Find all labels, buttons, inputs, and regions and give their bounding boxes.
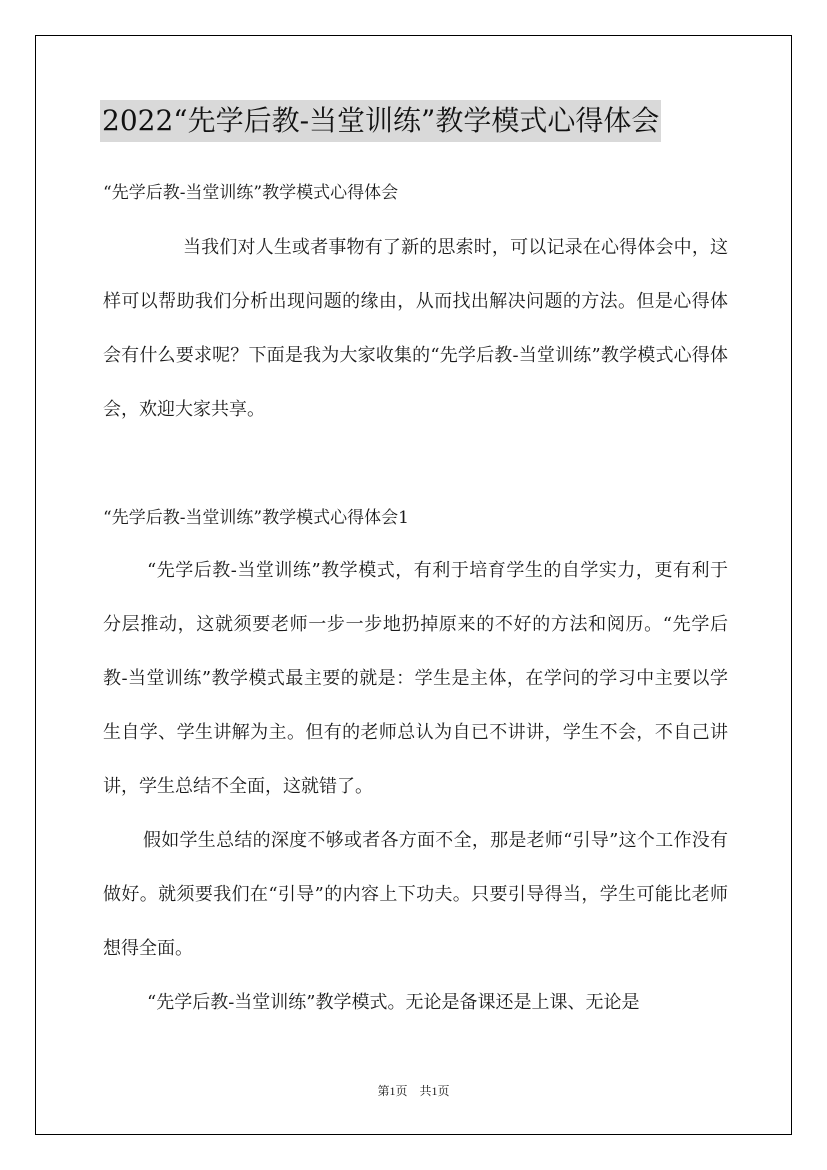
section-heading: “先学后教-当堂训练”教学模式心得体会1 xyxy=(103,508,409,528)
document-subtitle: “先学后教-当堂训练”教学模式心得体会 xyxy=(103,183,399,203)
body-paragraph: 假如学生总结的深度不够或者各方面不全，那是老师“引导”这个工作没有做好。就须要我们在“引导”的内容上下功夫。只要引导得当，学生可能比老师想得全面。 xyxy=(103,830,728,959)
intro-paragraph: 当我们对人生或者事物有了新的思索时，可以记录在心得体会中，这样可以帮助我们分析出现问题的缘由，从而找出解决问题的方法。但是心得体会有什么要求呢？下面是我为大家收集的“先学后教-当堂训练”教学模式心得体会，欢迎大家共享。 xyxy=(103,237,728,420)
body-paragraph: “先学后教-当堂训练”教学模式。无论是备课还是上课、无论是 xyxy=(147,992,640,1013)
body-paragraph: “先学后教-当堂训练”教学模式，有利于培育学生的自学实力，更有利于分层推动，这就须要老师一步一步地扔掉原来的不好的方法和阅历。“先学后教-当堂训练”教学模式最主要的就是：学生是主体，在学问的学习中主要以学生自学、学生讲解为主。但有的老师总认为自已不讲讲，学生不会，不自己讲讲，学生总结不全面，这就错了。 xyxy=(103,560,728,797)
page-footer: 第1页 共1页 xyxy=(377,1084,450,1098)
document-title: 2022“先学后教-当堂训练”教学模式心得体会 xyxy=(100,100,661,142)
